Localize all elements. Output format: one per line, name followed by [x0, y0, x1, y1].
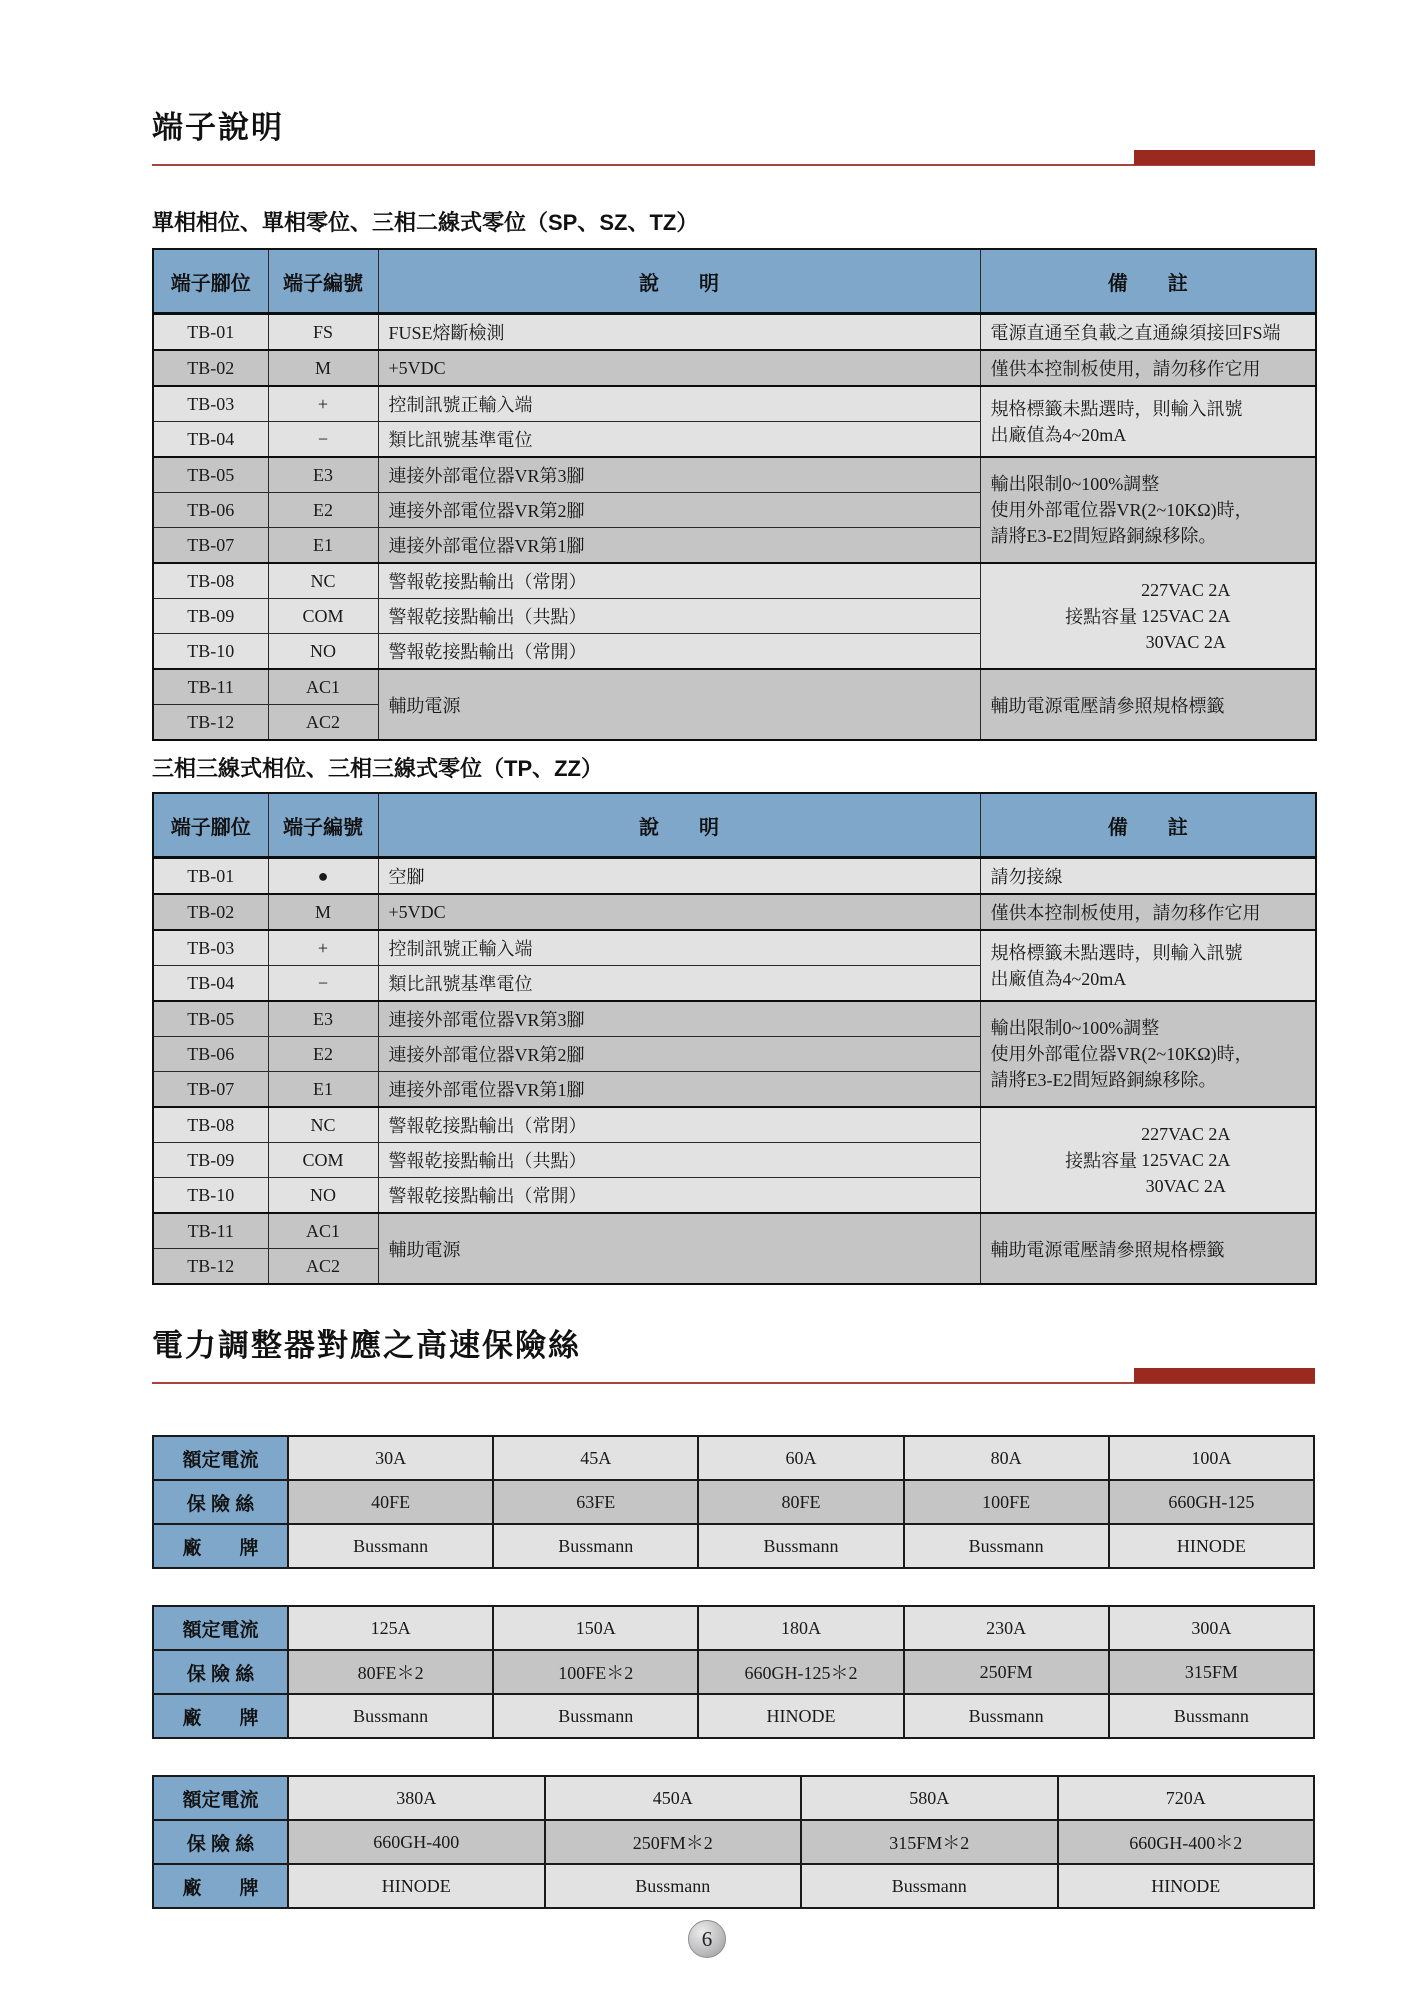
fuse-value-cell: 250FM — [904, 1650, 1109, 1694]
terminal-header-row — [153, 793, 1316, 858]
pin-cell: TB-11 — [153, 669, 268, 705]
fuse-current-row — [153, 1606, 1314, 1650]
fuse-value-cell: 100FE — [904, 1480, 1109, 1524]
header-code: 端子編號 — [268, 249, 378, 314]
pin-cell: TB-04 — [153, 422, 268, 458]
desc-cell: FUSE熔斷檢測 — [378, 314, 980, 351]
desc-cell: 控制訊號正輸入端 — [378, 930, 980, 966]
desc-cell: 輔助電源 — [378, 1213, 980, 1284]
contact-rating-label: 接點容量 — [1065, 1151, 1138, 1171]
code-cell: E2 — [268, 1037, 378, 1072]
fuse-model-row — [153, 1650, 1314, 1694]
page-title-fuses: 電力調整器對應之高速保險絲 — [152, 1328, 581, 1363]
desc-cell: 控制訊號正輸入端 — [378, 386, 980, 422]
pin-cell: TB-03 — [153, 386, 268, 422]
fuse-table-3 — [152, 1775, 1315, 1909]
note-cell: 請勿接線 — [980, 858, 1316, 895]
terminals-section-header — [152, 108, 1315, 166]
fuse-value-cell: Bussmann — [493, 1694, 698, 1738]
desc-cell: 類比訊號基準電位 — [378, 422, 980, 458]
desc-cell: 警報乾接點輸出（常開） — [378, 634, 980, 670]
fuse-value-cell: 450A — [545, 1776, 802, 1820]
fuse-value-cell: HINODE — [1109, 1524, 1314, 1568]
note-cell: 僅供本控制板使用，請勿移作它用 — [980, 350, 1316, 386]
code-cell: + — [268, 930, 378, 966]
pin-cell: TB-07 — [153, 528, 268, 564]
fuse-model-row — [153, 1820, 1314, 1864]
code-cell: + — [268, 386, 378, 422]
fuse-value-cell: 80FE＊2 — [288, 1650, 493, 1694]
pin-cell: TB-01 — [153, 314, 268, 351]
pin-cell: TB-11 — [153, 1213, 268, 1249]
table-row — [153, 669, 1316, 705]
pin-cell: TB-08 — [153, 563, 268, 599]
fuse-value-cell: 300A — [1109, 1606, 1314, 1650]
pin-cell: TB-01 — [153, 858, 268, 895]
header-pin: 端子腳位 — [153, 793, 268, 858]
desc-cell: 輔助電源 — [378, 669, 980, 740]
code-cell: M — [268, 350, 378, 386]
pin-cell: TB-06 — [153, 493, 268, 528]
fuse-value-cell: 180A — [698, 1606, 903, 1650]
desc-cell: 警報乾接點輸出（共點） — [378, 1143, 980, 1178]
fuse-value-cell: 380A — [288, 1776, 545, 1820]
page-title-terminals: 端子說明 — [152, 110, 284, 145]
desc-cell: 連接外部電位器VR第3腳 — [378, 457, 980, 493]
fuse-value-cell: 45A — [493, 1436, 698, 1480]
fuse-value-cell: Bussmann — [545, 1864, 802, 1908]
code-cell: AC2 — [268, 705, 378, 741]
fuse-value-cell: Bussmann — [904, 1524, 1109, 1568]
table-row — [153, 1001, 1316, 1037]
fuse-value-cell: 80FE — [698, 1480, 903, 1524]
fuse-current-row — [153, 1436, 1314, 1480]
fuse-row-label-fuse: 保 險 絲 — [153, 1650, 288, 1694]
fuse-row-label-fuse: 保 險 絲 — [153, 1820, 288, 1864]
pin-cell: TB-06 — [153, 1037, 268, 1072]
header-pin: 端子腳位 — [153, 249, 268, 314]
code-cell: COM — [268, 1143, 378, 1178]
desc-cell: 連接外部電位器VR第3腳 — [378, 1001, 980, 1037]
fuse-value-cell: 660GH-125＊2 — [698, 1650, 903, 1694]
fuse-value-cell: 250FM＊2 — [545, 1820, 802, 1864]
desc-cell: 連接外部電位器VR第1腳 — [378, 1072, 980, 1108]
title-rule — [152, 1368, 1315, 1384]
table-row — [153, 1213, 1316, 1249]
code-cell: − — [268, 966, 378, 1002]
fuse-value-cell: 63FE — [493, 1480, 698, 1524]
pin-cell: TB-03 — [153, 930, 268, 966]
pin-cell: TB-07 — [153, 1072, 268, 1108]
table-row — [153, 350, 1316, 386]
title-rule-bar — [1134, 150, 1315, 165]
code-cell: COM — [268, 599, 378, 634]
fuse-value-cell: Bussmann — [801, 1864, 1058, 1908]
code-cell: E1 — [268, 1072, 378, 1108]
header-desc: 說 明 — [378, 793, 980, 858]
fuse-table-2 — [152, 1605, 1315, 1739]
contact-rating-label: 接點容量 — [1065, 607, 1138, 627]
page-number-badge — [688, 1920, 726, 1958]
code-cell: AC1 — [268, 669, 378, 705]
fuse-value-cell: 100A — [1109, 1436, 1314, 1480]
contact-rating-note-cell — [980, 1107, 1316, 1213]
note-cell: 輸出限制0~100%調整 使用外部電位器VR(2~10KΩ)時， 請將E3-E2間短路銅線移除。 — [980, 1001, 1316, 1107]
fuse-row-label-brand: 廠 牌 — [153, 1694, 288, 1738]
table-row — [153, 314, 1316, 351]
fuse-row-label-fuse: 保 險 絲 — [153, 1480, 288, 1524]
fuse-row-label-current: 額定電流 — [153, 1606, 288, 1650]
pin-cell: TB-05 — [153, 1001, 268, 1037]
fuse-value-cell: HINODE — [1058, 1864, 1315, 1908]
desc-cell: 類比訊號基準電位 — [378, 966, 980, 1002]
pin-cell: TB-05 — [153, 457, 268, 493]
table-row — [153, 858, 1316, 895]
pin-cell: TB-12 — [153, 1249, 268, 1285]
note-cell: 規格標籤未點選時，則輸入訊號 出廠值為4~20mA — [980, 930, 1316, 1001]
desc-cell: 警報乾接點輸出（常閉） — [378, 563, 980, 599]
fuse-value-cell: 315FM — [1109, 1650, 1314, 1694]
fuse-value-cell: Bussmann — [904, 1694, 1109, 1738]
fuse-value-cell: 80A — [904, 1436, 1109, 1480]
fuse-row-label-brand: 廠 牌 — [153, 1524, 288, 1568]
table-row — [153, 386, 1316, 422]
fuse-value-cell: 315FM＊2 — [801, 1820, 1058, 1864]
fuse-brand-row — [153, 1864, 1314, 1908]
table-row — [153, 930, 1316, 966]
code-cell: NC — [268, 1107, 378, 1143]
header-note: 備 註 — [980, 793, 1316, 858]
code-cell: M — [268, 894, 378, 930]
table-row — [153, 457, 1316, 493]
fuse-value-cell: Bussmann — [288, 1694, 493, 1738]
note-cell: 僅供本控制板使用，請勿移作它用 — [980, 894, 1316, 930]
code-cell: − — [268, 422, 378, 458]
code-cell: NO — [268, 634, 378, 670]
contact-rating-note-cell — [980, 563, 1316, 669]
fuse-value-cell: Bussmann — [1109, 1694, 1314, 1738]
fuse-brand-row — [153, 1524, 1314, 1568]
fuse-model-row — [153, 1480, 1314, 1524]
fuse-value-cell: 660GH-400＊2 — [1058, 1820, 1315, 1864]
code-cell: AC2 — [268, 1249, 378, 1285]
fuse-value-cell: HINODE — [288, 1864, 545, 1908]
code-cell: AC1 — [268, 1213, 378, 1249]
pin-cell: TB-02 — [153, 350, 268, 386]
header-code: 端子編號 — [268, 793, 378, 858]
fuse-row-label-current: 額定電流 — [153, 1436, 288, 1480]
pin-cell: TB-10 — [153, 634, 268, 670]
fuse-current-row — [153, 1776, 1314, 1820]
desc-cell: 空腳 — [378, 858, 980, 895]
code-cell: E3 — [268, 1001, 378, 1037]
fuse-value-cell: Bussmann — [288, 1524, 493, 1568]
title-rule — [152, 150, 1315, 166]
desc-cell: 警報乾接點輸出（共點） — [378, 599, 980, 634]
note-cell: 輸出限制0~100%調整 使用外部電位器VR(2~10KΩ)時， 請將E3-E2間短路銅線移除。 — [980, 457, 1316, 563]
fuse-value-cell: 660GH-400 — [288, 1820, 545, 1864]
note-cell: 輔助電源電壓請參照規格標籤 — [980, 1213, 1316, 1284]
contact-rating-note: 接點容量 227VAC 2A 125VAC 2A 30VAC 2A — [1065, 580, 1231, 652]
pin-cell: TB-10 — [153, 1178, 268, 1214]
fuse-value-cell: 125A — [288, 1606, 493, 1650]
desc-cell: 連接外部電位器VR第1腳 — [378, 528, 980, 564]
page-number: 6 — [701, 1926, 713, 1951]
fuse-value-cell: 30A — [288, 1436, 493, 1480]
terminal-header-row — [153, 249, 1316, 314]
fuse-value-cell: 720A — [1058, 1776, 1315, 1820]
header-note: 備 註 — [980, 249, 1316, 314]
fuse-value-cell: 230A — [904, 1606, 1109, 1650]
fuse-row-label-current: 額定電流 — [153, 1776, 288, 1820]
code-cell: E3 — [268, 457, 378, 493]
table-caption-tp-zz: 三相三線式相位、三相三線式零位（TP、ZZ） — [152, 756, 603, 781]
note-cell: 電源直通至負載之直通線須接回FS端 — [980, 314, 1316, 351]
fuse-value-cell: Bussmann — [698, 1524, 903, 1568]
code-cell: NO — [268, 1178, 378, 1214]
title-rule-bar — [1134, 1368, 1315, 1383]
fuse-value-cell: 660GH-125 — [1109, 1480, 1314, 1524]
desc-cell: +5VDC — [378, 350, 980, 386]
desc-cell: +5VDC — [378, 894, 980, 930]
fuse-value-cell: 580A — [801, 1776, 1058, 1820]
contact-rating-note: 接點容量 227VAC 2A 125VAC 2A 30VAC 2A — [1065, 1124, 1231, 1196]
fuse-brand-row — [153, 1694, 1314, 1738]
header-desc: 說 明 — [378, 249, 980, 314]
fuse-value-cell: HINODE — [698, 1694, 903, 1738]
pin-cell: TB-09 — [153, 1143, 268, 1178]
pin-cell: TB-02 — [153, 894, 268, 930]
code-cell: NC — [268, 563, 378, 599]
code-cell: E2 — [268, 493, 378, 528]
table-row — [153, 894, 1316, 930]
note-cell: 規格標籤未點選時，則輸入訊號 出廠值為4~20mA — [980, 386, 1316, 457]
table-caption-sp-sz-tz: 單相相位、單相零位、三相二線式零位（SP、SZ、TZ） — [152, 210, 699, 235]
fuse-value-cell: 60A — [698, 1436, 903, 1480]
code-cell: FS — [268, 314, 378, 351]
terminal-table-sp-sz-tz — [152, 248, 1317, 741]
terminal-table-tp-zz — [152, 792, 1317, 1285]
pin-cell: TB-04 — [153, 966, 268, 1002]
note-cell: 輔助電源電壓請參照規格標籤 — [980, 669, 1316, 740]
fuse-value-cell: 150A — [493, 1606, 698, 1650]
fuse-value-cell: Bussmann — [493, 1524, 698, 1568]
pin-cell: TB-12 — [153, 705, 268, 741]
fuse-table-1 — [152, 1435, 1315, 1569]
table-row — [153, 1107, 1316, 1143]
desc-cell: 警報乾接點輸出（常閉） — [378, 1107, 980, 1143]
desc-cell: 連接外部電位器VR第2腳 — [378, 1037, 980, 1072]
code-cell: E1 — [268, 528, 378, 564]
pin-cell: TB-09 — [153, 599, 268, 634]
fuse-value-cell: 40FE — [288, 1480, 493, 1524]
table-row — [153, 563, 1316, 599]
desc-cell: 連接外部電位器VR第2腳 — [378, 493, 980, 528]
pin-cell: TB-08 — [153, 1107, 268, 1143]
fuses-section-header — [152, 1326, 1315, 1384]
fuse-row-label-brand: 廠 牌 — [153, 1864, 288, 1908]
fuse-value-cell: 100FE＊2 — [493, 1650, 698, 1694]
code-cell: ● — [268, 858, 378, 895]
desc-cell: 警報乾接點輸出（常開） — [378, 1178, 980, 1214]
